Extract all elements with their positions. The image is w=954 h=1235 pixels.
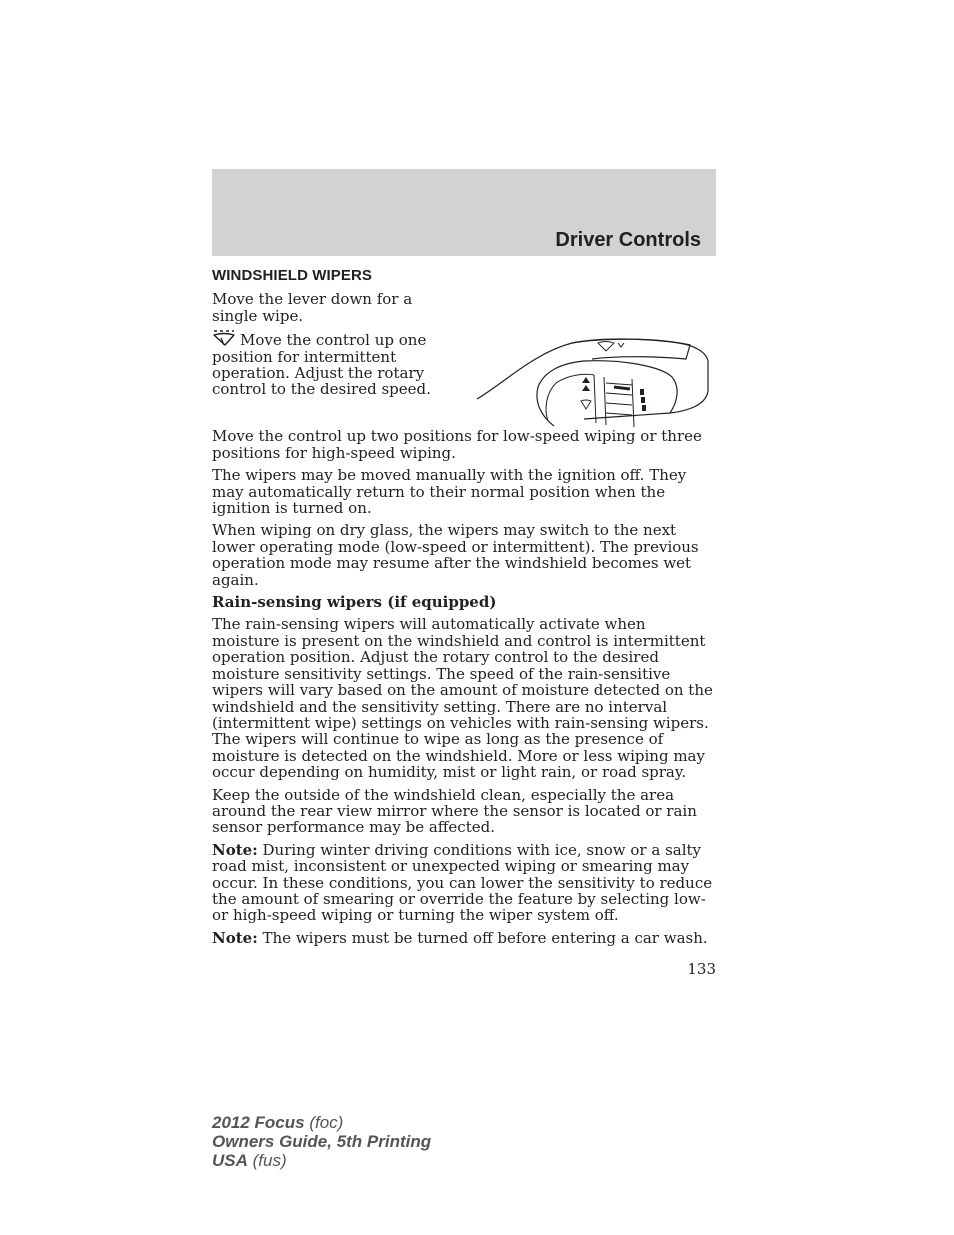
- wiper-intro-block: [212, 291, 716, 428]
- footer-line-model: [212, 1113, 431, 1132]
- rain-sensing-subheading: Rain-sensing wipers (if equipped): [212, 593, 497, 612]
- dry-glass-paragraph: When wiping on dry glass, the wipers may switch to the next lower operating mode (low-speed or intermittent). The previous operation mode may resume after the windshield becomes wet again.: [212, 521, 699, 589]
- footer-model: 2012 Focus: [212, 1113, 305, 1132]
- chapter-title: Driver Controls: [555, 229, 701, 251]
- footer-market: USA: [212, 1151, 248, 1170]
- footer-line-guide: [212, 1132, 431, 1151]
- rain-sensing-paragraph: The rain-sensing wipers will automatically activate when moisture is present on the windshield and control is intermittent operation position. Adjust the rotary control to the desired moisture sensitivity settings. The speed of the rain-sensitive wipers will vary based on the amount of moisture detected on the windshield and the sensitivity setting. There are no interval (intermittent wipe) settings on vehicles with rain-sensing wipers. The wipers will continue to wipe as long as the presence of moisture is detected on the windshield. More or less wiping may occur depending on humidity, mist or light rain, or road spray.: [212, 615, 713, 782]
- car-wash-note-text: The wipers must be turned off before entering a car wash.: [262, 928, 708, 947]
- ignition-off-paragraph: The wipers may be moved manually with the ignition off. They may automatically return to their normal position when the ignition is turned on.: [212, 466, 687, 518]
- winter-note: [212, 842, 716, 924]
- footer-line-market: [212, 1151, 431, 1170]
- footer-guide: Owners Guide, 5th Printing: [212, 1132, 432, 1151]
- single-wipe-paragraph: Move the lever down for a single wipe.: [212, 290, 413, 325]
- intermittent-paragraph: [212, 330, 457, 398]
- wiper-intermittent-icon: [212, 330, 236, 347]
- footer-market-code: (fus): [252, 1151, 287, 1170]
- footer-model-code: (foc): [309, 1113, 344, 1132]
- note-label: Note:: [212, 928, 258, 947]
- car-wash-note: [212, 930, 716, 946]
- speed-positions-paragraph: Move the control up two positions for low-speed wiping or three positions for high-speed wiping.: [212, 427, 702, 462]
- winter-note-text: During winter driving conditions with ice, snow or a salty road mist, inconsistent or unexpected wiping or smearing may occur. In these conditions, you can lower the sensitivity to reduce the amount of smearing or override the feature by selecting low- or high-speed wiping or turning the wiper system off.: [212, 840, 713, 925]
- section-header-band: [212, 169, 716, 256]
- sensor-clean-paragraph: Keep the outside of the windshield clean, especially the area around the rear view mirror where the sensor is located or rain sensor performance may be affected.: [212, 785, 697, 837]
- document-footer: [212, 1113, 431, 1170]
- page-number: 133: [687, 960, 716, 978]
- wiper-intro-text: [212, 291, 457, 397]
- section-heading: WINDSHIELD WIPERS: [212, 267, 373, 284]
- page-content: [212, 268, 716, 952]
- intermittent-text: Move the control up one position for intermittent operation. Adjust the rotary control to the desired speed.: [212, 331, 431, 399]
- note-label: Note:: [212, 840, 258, 859]
- wiper-lever-illustration: [474, 331, 712, 427]
